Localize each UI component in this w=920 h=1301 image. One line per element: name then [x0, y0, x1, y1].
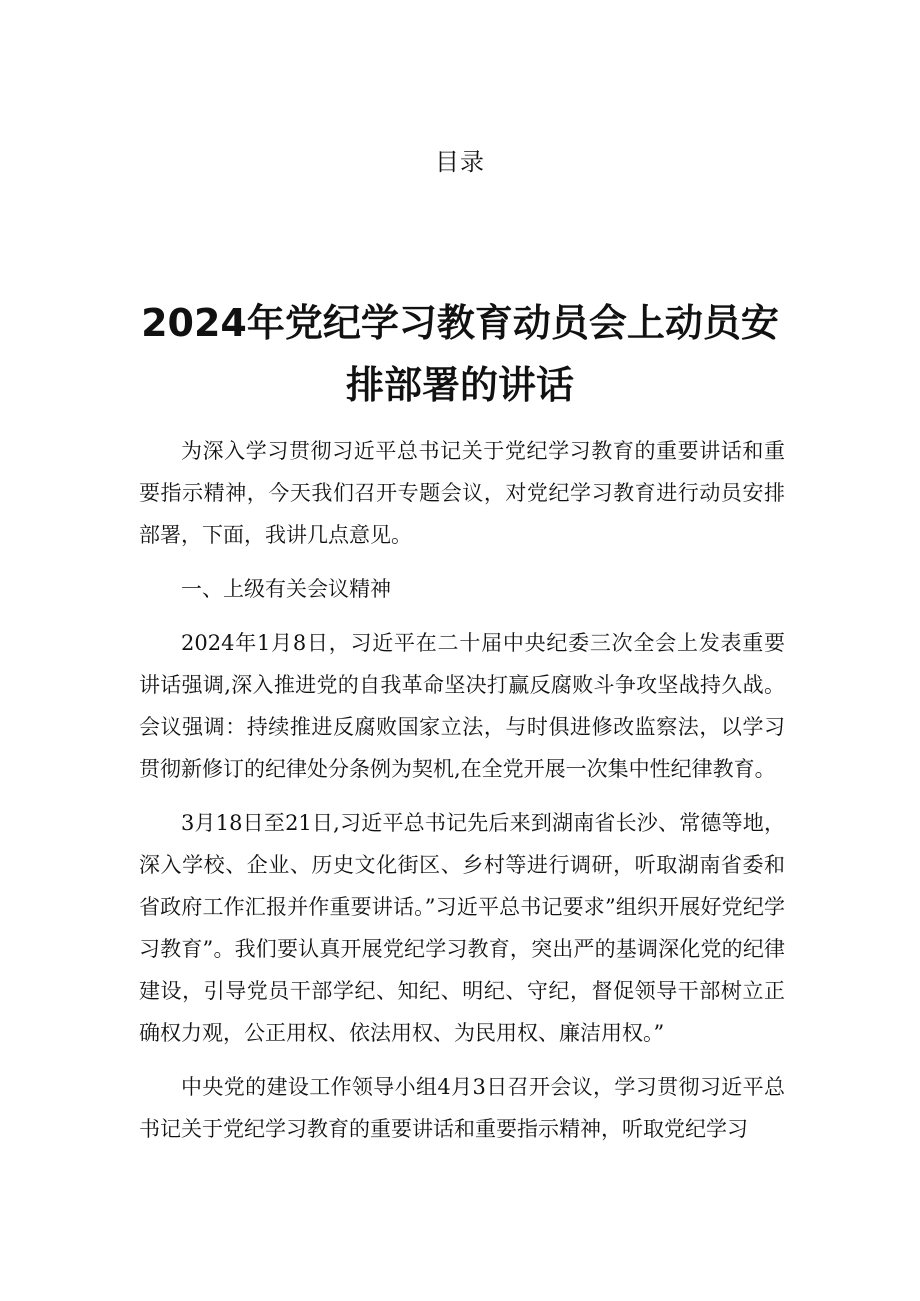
- toc-heading: 目录: [435, 148, 485, 176]
- body-paragraph: 2024年1月8日，习近平在二十届中央纪委三次全会上发表重要讲话强调,深入推进党的自我革命坚决打赢反腐败斗争攻坚战持久战。会议强调：持续推进反腐败国家立法，与时俱进修改监察法，以学习贯彻新修订的纪律处分条例为契机,在全党开展一次集中性纪律教育。: [139, 631, 785, 781]
- document-body: [139, 430, 785, 1150]
- body-paragraph: 中央党的建设工作领导小组4月3日召开会议，学习贯彻习近平总书记关于党纪学习教育的重要讲话和重要指示精神，听取党纪学习: [139, 1075, 785, 1141]
- body-paragraph: 为深入学习贯彻习近平总书记关于党纪学习教育的重要讲话和重要指示精神，今天我们召开专题会议，对党纪学习教育进行动员安排部署，下面，我讲几点意见。: [139, 439, 785, 547]
- document-title: 2024年党纪学习教育动员会上动员安排部署的讲话: [141, 301, 779, 407]
- body-paragraph: 3月18日至21日,习近平总书记先后来到湖南省长沙、常德等地，深入学校、企业、历史文化街区、乡村等进行调研，听取湖南省委和省政府工作汇报并作重要讲话。”习近平总书记要求”组织开展好党纪学习教育”。我们要认真开展党纪学习教育，突出严的基调深化党的纪律建设，引导党员干部学纪、知纪、明纪、守纪，督促领导干部树立正确权力观，公正用权、依法用权、为民用权、廉洁用权。”: [139, 811, 785, 1045]
- section-heading: 一、上级有关会议精神: [181, 577, 391, 601]
